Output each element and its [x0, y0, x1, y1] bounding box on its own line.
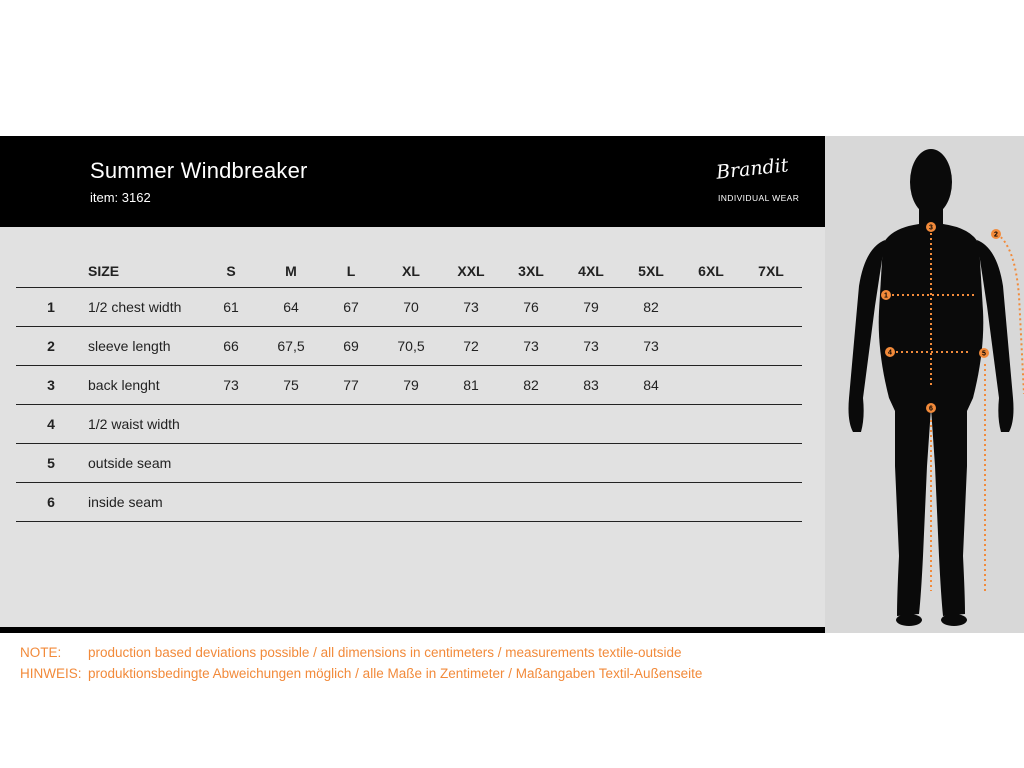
- table-row: [16, 327, 802, 366]
- measurement-value: [621, 483, 681, 521]
- measurement-value: [381, 444, 441, 482]
- measurement-value: [681, 405, 741, 443]
- row-number: 4: [47, 416, 55, 432]
- measurement-value: [621, 444, 681, 482]
- size-col-header: 7XL: [758, 263, 784, 279]
- size-col-header: 6XL: [698, 263, 724, 279]
- table-row: [16, 483, 802, 522]
- size-col-header: 5XL: [638, 263, 664, 279]
- measurement-value: 77: [343, 377, 359, 393]
- size-chart-sheet: [0, 136, 1024, 681]
- table-header-row: [16, 255, 802, 288]
- table-row: [16, 405, 802, 444]
- svg-text:4: 4: [888, 349, 892, 357]
- note-text: produktionsbedingte Abweichungen möglich / alle Maße in Zentimeter / Maßangaben Textil-Außenseite: [88, 666, 703, 681]
- bottom-bar: [0, 627, 825, 633]
- measurement-value: [741, 366, 801, 404]
- measurement-value: [681, 483, 741, 521]
- measurement-value: [501, 405, 561, 443]
- measurement-value: 73: [643, 338, 659, 354]
- measurement-value: [261, 405, 321, 443]
- measurement-value: 66: [223, 338, 239, 354]
- measurement-value: 73: [523, 338, 539, 354]
- measurement-value: [681, 366, 741, 404]
- table-body: [16, 288, 802, 522]
- measurement-value: 73: [583, 338, 599, 354]
- svg-text:3: 3: [929, 224, 933, 232]
- measurement-value: [321, 405, 381, 443]
- measurement-label: inside seam: [88, 494, 163, 510]
- measurement-value: 79: [583, 299, 599, 315]
- measurement-value: [441, 405, 501, 443]
- measurement-value: 70: [403, 299, 419, 315]
- measurement-value: 73: [223, 377, 239, 393]
- measurement-value: 84: [643, 377, 659, 393]
- measurement-value: [261, 483, 321, 521]
- measurement-value: 82: [523, 377, 539, 393]
- measurement-label: sleeve length: [88, 338, 171, 354]
- measurement-value: 67,5: [277, 338, 305, 354]
- measurement-value: [561, 483, 621, 521]
- measurement-value: 79: [403, 377, 419, 393]
- table-row: [16, 288, 802, 327]
- marker-3: [926, 222, 936, 232]
- measurement-value: [621, 405, 681, 443]
- measurement-value: [441, 444, 501, 482]
- size-col-header: XL: [402, 263, 420, 279]
- measurement-value: [741, 444, 801, 482]
- measurement-value: [441, 483, 501, 521]
- measurement-value: [681, 288, 741, 326]
- svg-text:6: 6: [929, 405, 933, 413]
- measurement-value: 72: [463, 338, 479, 354]
- size-col-header: 3XL: [518, 263, 544, 279]
- marker-1: [881, 290, 891, 300]
- measurement-value: [681, 444, 741, 482]
- measurement-value: [741, 483, 801, 521]
- measurement-value: 75: [283, 377, 299, 393]
- measurement-value: [321, 483, 381, 521]
- item-number: item: 3162: [90, 190, 151, 205]
- measurement-label: 1/2 waist width: [88, 416, 180, 432]
- product-title: Summer Windbreaker: [90, 158, 308, 183]
- table-row: [16, 366, 802, 405]
- measurement-value: [561, 444, 621, 482]
- marker-5: [979, 348, 989, 358]
- measurement-value: [321, 444, 381, 482]
- row-number: 2: [47, 338, 55, 354]
- measurement-value: 81: [463, 377, 479, 393]
- note-label: HINWEIS:: [20, 666, 82, 681]
- table-panel: [0, 227, 825, 681]
- size-col-header: XXL: [457, 263, 485, 279]
- size-table: [16, 255, 802, 522]
- header-bar: [0, 136, 825, 227]
- measurement-value: 61: [223, 299, 239, 315]
- body-silhouette-icon: [825, 136, 1024, 633]
- note-text: production based deviations possible / all dimensions in centimeters / measurements textile-outside: [88, 645, 682, 660]
- measurement-value: [261, 444, 321, 482]
- measurement-value: 82: [643, 299, 659, 315]
- measurement-value: 67: [343, 299, 359, 315]
- measurement-value: [741, 327, 801, 365]
- row-number: 6: [47, 494, 55, 510]
- measurement-value: 73: [463, 299, 479, 315]
- measurement-value: [741, 288, 801, 326]
- size-header: SIZE: [88, 263, 120, 279]
- measurement-value: 69: [343, 338, 359, 354]
- svg-text:2: 2: [994, 231, 998, 239]
- size-col-header: S: [226, 263, 236, 279]
- note-label: NOTE:: [20, 645, 62, 660]
- row-number: 1: [47, 299, 55, 315]
- row-number: 3: [47, 377, 55, 393]
- brand-logo: Brandit: [715, 154, 790, 184]
- measurement-value: [501, 483, 561, 521]
- measurement-value: 83: [583, 377, 599, 393]
- marker-2: [991, 229, 1001, 239]
- measurement-value: 64: [283, 299, 299, 315]
- measurement-value: [201, 483, 261, 521]
- measurement-value: [381, 405, 441, 443]
- measurement-value: [201, 444, 261, 482]
- svg-text:5: 5: [982, 350, 986, 358]
- measurement-value: [381, 483, 441, 521]
- measurement-label: outside seam: [88, 455, 172, 471]
- brand-tagline: INDIVIDUAL WEAR: [718, 193, 800, 203]
- measurement-value: [561, 405, 621, 443]
- size-col-header: 4XL: [578, 263, 604, 279]
- measurement-value: 76: [523, 299, 539, 315]
- size-col-header: M: [285, 263, 297, 279]
- measurement-value: [201, 405, 261, 443]
- note-english: [20, 645, 682, 660]
- measurement-label: back lenght: [88, 377, 160, 393]
- marker-4: [885, 347, 895, 357]
- measurement-value: [741, 405, 801, 443]
- svg-text:1: 1: [884, 292, 888, 300]
- table-row: [16, 444, 802, 483]
- row-number: 5: [47, 455, 55, 471]
- measurement-value: 70,5: [397, 338, 425, 354]
- marker-6: [926, 403, 936, 413]
- measurement-label: 1/2 chest width: [88, 299, 182, 315]
- size-col-header: L: [346, 263, 356, 279]
- note-german: [20, 666, 702, 681]
- measurement-figure-panel: [825, 136, 1024, 633]
- measurement-value: [681, 327, 741, 365]
- measurement-value: [501, 444, 561, 482]
